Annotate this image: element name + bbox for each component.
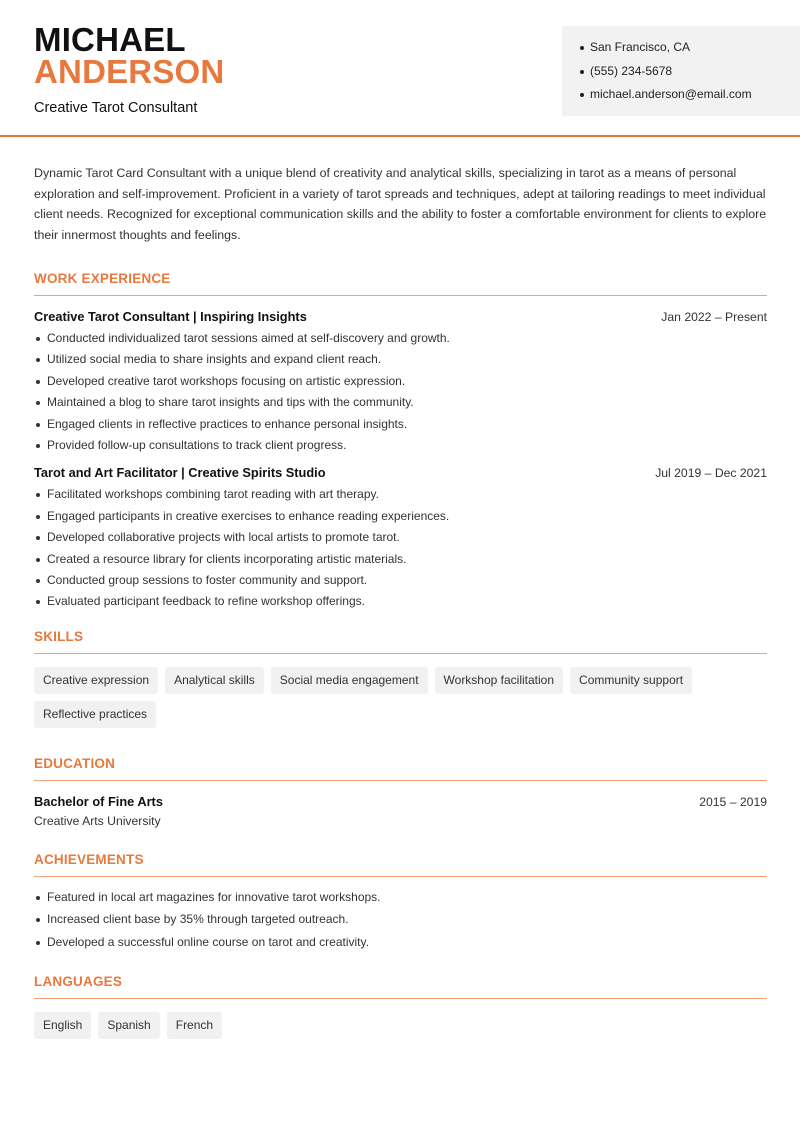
section-title-skills: SKILLS (34, 629, 767, 654)
job-date: Jul 2019 – Dec 2021 (655, 466, 767, 481)
skill-tag: Social media engagement (271, 667, 428, 694)
first-name: MICHAEL (34, 21, 186, 58)
job-bullet: Facilitated workshops combining tarot reading with art therapy. (34, 487, 767, 508)
skill-tag: Creative expression (34, 667, 158, 694)
job-title: Creative Tarot Consultant | Inspiring Insights (34, 309, 307, 324)
language-tag: French (167, 1012, 222, 1039)
job-bullet: Evaluated participant feedback to refine workshop offerings. (34, 594, 767, 615)
job-bullets (34, 331, 767, 459)
school-name: Creative Arts University (34, 813, 161, 828)
skill-tag: Workshop facilitation (435, 667, 564, 694)
section-title-achievements: ACHIEVEMENTS (34, 852, 767, 877)
education-date: 2015 – 2019 (699, 794, 767, 809)
section-title-work: WORK EXPERIENCE (34, 271, 767, 296)
summary-text: Dynamic Tarot Card Consultant with a unique blend of creativity and analytical skills, specializing in tarot as a means of personal exploration and self-improvement. Proficient in a variety of tarot spreads and techniques, adept at tailoring readings to meet individual client needs. Recognized for exceptional communication skills and the ability to foster a comfortable environment for clients to explore their innermost thoughts and feelings. (34, 166, 767, 242)
job-role: Creative Tarot Consultant (34, 100, 198, 116)
job-bullet: Conducted group sessions to foster community and support. (34, 573, 767, 594)
language-tag: English (34, 1012, 91, 1039)
job-bullet: Developed creative tarot workshops focusing on artistic expression. (34, 374, 767, 395)
skill-tag: Reflective practices (34, 701, 156, 728)
job-bullet: Developed collaborative projects with local artists to promote tarot. (34, 530, 767, 551)
job-date: Jan 2022 – Present (661, 310, 767, 324)
job-bullets (34, 487, 767, 615)
job-entry (34, 309, 767, 459)
contact-email: michael.anderson@email.com (580, 87, 800, 111)
job-bullet: Conducted individualized tarot sessions aimed at self-discovery and growth. (34, 331, 767, 352)
achievements-list (34, 890, 767, 958)
skill-tag: Community support (570, 667, 692, 694)
last-name: ANDERSON (34, 53, 225, 90)
skills-list (34, 667, 734, 735)
job-bullet: Created a resource library for clients incorporating artistic materials. (34, 552, 767, 573)
languages-list (34, 1012, 734, 1046)
candidate-name (34, 21, 225, 90)
section-title-languages: LANGUAGES (34, 974, 767, 999)
contact-location: San Francisco, CA (580, 40, 800, 64)
job-bullet: Provided follow-up consultations to track client progress. (34, 438, 767, 459)
resume-body (34, 163, 767, 1046)
achievement-item: Developed a successful online course on tarot and creativity. (34, 935, 767, 958)
education-entry (34, 794, 767, 828)
contact-phone: (555) 234-5678 (580, 64, 800, 88)
language-tag: Spanish (98, 1012, 159, 1039)
degree-name: Bachelor of Fine Arts (34, 793, 163, 809)
job-title: Tarot and Art Facilitator | Creative Spirits Studio (34, 465, 326, 481)
achievement-item: Featured in local art magazines for innovative tarot workshops. (34, 890, 767, 913)
job-bullet: Maintained a blog to share tarot insights and tips with the community. (34, 395, 767, 416)
skill-tag: Analytical skills (165, 667, 264, 694)
job-entry (34, 465, 767, 615)
achievement-item: Increased client base by 35% through targeted outreach. (34, 912, 767, 935)
job-bullet: Engaged participants in creative exercises to enhance reading experiences. (34, 509, 767, 530)
contact-box (562, 26, 800, 116)
section-title-education: EDUCATION (34, 756, 767, 781)
resume-header (0, 0, 800, 137)
job-bullet: Utilized social media to share insights and expand client reach. (34, 352, 767, 373)
job-bullet: Engaged clients in reflective practices to enhance personal insights. (34, 417, 767, 438)
